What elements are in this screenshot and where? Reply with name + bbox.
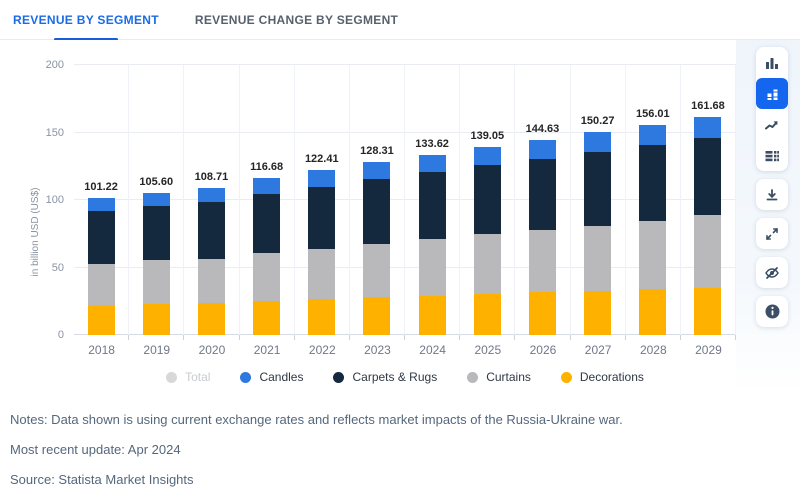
bar-segment-candles[interactable] — [88, 198, 115, 210]
stacked-column-chart-button[interactable] — [756, 78, 788, 109]
bar-segment-decorations[interactable] — [143, 304, 170, 335]
legend-dot — [166, 372, 177, 383]
bar-segment-candles[interactable] — [584, 132, 611, 152]
stacked-bar[interactable] — [308, 170, 335, 335]
stacked-bar[interactable] — [198, 188, 225, 335]
bar-segment-curtains[interactable] — [529, 230, 556, 292]
download-button[interactable] — [756, 179, 788, 210]
bar-segment-candles[interactable] — [363, 162, 390, 179]
chart-type-switcher — [756, 47, 788, 171]
legend-dot — [561, 372, 572, 383]
bar-segment-decorations[interactable] — [88, 306, 115, 335]
update-text: Most recent update: Apr 2024 — [10, 442, 181, 457]
info-tool — [756, 296, 788, 327]
x-tick-label: 2019 — [143, 343, 171, 357]
info-button[interactable] — [756, 296, 788, 327]
bar-segment-curtains[interactable] — [198, 259, 225, 303]
bar-column[interactable] — [129, 65, 184, 335]
download-icon — [764, 187, 780, 203]
stacked-column-chart-icon — [764, 86, 780, 102]
y-tick-label: 200 — [45, 59, 64, 71]
bar-segment-curtains[interactable] — [308, 249, 335, 299]
data-table-button[interactable] — [756, 140, 788, 171]
bar-column[interactable] — [240, 65, 295, 335]
stacked-bar[interactable] — [694, 117, 721, 335]
download-tool — [756, 179, 788, 210]
legend-dot — [467, 372, 478, 383]
total-value-label: 144.63 — [525, 122, 560, 135]
bar-segment-decorations[interactable] — [363, 297, 390, 335]
bar-segment-decorations[interactable] — [308, 299, 335, 335]
x-tick-label: 2024 — [419, 343, 446, 357]
stacked-bar[interactable] — [363, 162, 390, 335]
legend-item[interactable] — [561, 370, 644, 384]
bar-segment-carpets-rugs[interactable] — [143, 206, 170, 260]
bar-segment-candles[interactable] — [529, 140, 556, 159]
bar-segment-decorations[interactable] — [694, 288, 721, 336]
column-chart-icon — [764, 55, 780, 71]
x-tick-label: 2027 — [584, 343, 612, 357]
chart-footer — [0, 412, 800, 488]
y-tick-label: 50 — [51, 261, 64, 274]
bar-segment-curtains[interactable] — [88, 264, 115, 306]
x-tick-label: 2022 — [308, 343, 336, 357]
line-chart-button[interactable] — [756, 109, 788, 140]
legend-item[interactable] — [166, 370, 210, 384]
bar-segment-decorations[interactable] — [639, 289, 666, 335]
bar-segment-candles[interactable] — [143, 193, 170, 207]
bar-segment-candles[interactable] — [308, 170, 335, 187]
legend-label: Candles — [259, 370, 304, 384]
bar-segment-candles[interactable] — [198, 188, 225, 202]
x-axis-labels — [74, 343, 736, 357]
total-value-label: 139.05 — [470, 130, 505, 143]
legend-item[interactable] — [467, 370, 531, 384]
stacked-bar[interactable] — [639, 125, 666, 335]
line-chart-icon — [764, 117, 780, 133]
x-tick-label: 2023 — [364, 343, 391, 357]
y-tick-label: 150 — [45, 126, 64, 139]
tab-revenue-change-by-segment[interactable] — [195, 0, 398, 40]
column-chart-button[interactable] — [756, 47, 788, 78]
plot-columns — [74, 65, 736, 335]
bar-segment-curtains[interactable] — [694, 215, 721, 287]
bar-segment-curtains[interactable] — [363, 244, 390, 297]
y-axis-title: in billion USD (US$) — [30, 187, 41, 277]
legend-item[interactable] — [240, 370, 303, 384]
x-tick-label: 2021 — [253, 343, 281, 357]
stacked-bar[interactable] — [474, 147, 501, 335]
legend-dot — [333, 372, 344, 383]
bar-segment-decorations[interactable] — [529, 292, 556, 335]
tab-label: REVENUE CHANGE BY SEGMENT — [194, 12, 399, 27]
total-value-label: 105.60 — [139, 175, 174, 188]
bar-segment-decorations[interactable] — [419, 296, 446, 335]
legend-label: Total — [185, 370, 211, 384]
legend-dot — [240, 372, 251, 383]
bar-segment-curtains[interactable] — [639, 221, 666, 289]
data-table-icon — [764, 148, 780, 164]
stacked-bar[interactable] — [143, 193, 170, 335]
bar-segment-carpets-rugs[interactable] — [529, 159, 556, 230]
bar-column[interactable] — [626, 65, 681, 335]
fullscreen-tool — [756, 218, 788, 249]
legend-label: Curtains — [486, 370, 531, 384]
total-value-label: 156.01 — [635, 107, 670, 120]
bar-segment-carpets-rugs[interactable] — [253, 194, 280, 253]
tab-revenue-by-segment[interactable] — [13, 0, 159, 40]
bar-segment-candles[interactable] — [419, 155, 446, 172]
total-value-label: 133.62 — [415, 137, 449, 150]
bar-segment-carpets-rugs[interactable] — [694, 138, 721, 215]
bar-segment-carpets-rugs[interactable] — [198, 202, 225, 259]
total-value-label: 108.71 — [194, 171, 229, 184]
bar-segment-decorations[interactable] — [474, 294, 501, 335]
bar-column[interactable] — [460, 65, 515, 335]
bar-segment-candles[interactable] — [694, 117, 721, 138]
bar-segment-candles[interactable] — [253, 178, 280, 194]
chart-area — [0, 40, 800, 398]
bar-segment-curtains[interactable] — [419, 239, 446, 295]
bar-column[interactable] — [405, 65, 460, 335]
bar-segment-carpets-rugs[interactable] — [88, 211, 115, 264]
stacked-bar[interactable] — [253, 178, 280, 335]
hide-values-button[interactable] — [756, 257, 788, 288]
x-tick-label: 2020 — [198, 343, 226, 357]
hide-values-tool — [756, 257, 788, 288]
bar-segment-carpets-rugs[interactable] — [419, 172, 446, 240]
bar-segment-decorations[interactable] — [253, 301, 280, 335]
fullscreen-icon — [764, 226, 780, 242]
source-text: Source: Statista Market Insights — [10, 472, 194, 487]
bar-column[interactable] — [184, 65, 239, 335]
total-value-label: 101.22 — [84, 181, 118, 194]
tab-label: REVENUE BY SEGMENT — [13, 12, 159, 27]
x-tick-label: 2026 — [529, 343, 557, 357]
bar-segment-curtains[interactable] — [143, 260, 170, 304]
eye-off-icon — [764, 265, 780, 281]
bar-segment-curtains[interactable] — [253, 253, 280, 301]
chart-toolbar — [756, 47, 788, 327]
bar-segment-carpets-rugs[interactable] — [639, 145, 666, 221]
bar-column[interactable] — [295, 65, 350, 335]
bar-column[interactable] — [350, 65, 405, 335]
bar-segment-curtains[interactable] — [474, 234, 501, 295]
total-value-label: 116.68 — [250, 160, 284, 173]
fullscreen-button[interactable] — [756, 218, 788, 249]
tab-bar — [0, 0, 800, 40]
bar-segment-decorations[interactable] — [198, 303, 225, 335]
x-tick-label: 2018 — [88, 343, 115, 357]
y-tick-label: 0 — [57, 329, 64, 341]
total-value-label: 128.31 — [360, 144, 394, 157]
stacked-bar[interactable] — [584, 132, 611, 335]
info-icon — [764, 303, 781, 320]
notes-text: Notes: Data shown is using current exchange rates and reflects market impacts of the Russia-Ukraine war. — [10, 412, 623, 427]
legend-label: Decorations — [579, 370, 644, 384]
bar-segment-carpets-rugs[interactable] — [584, 152, 611, 226]
bar-column[interactable] — [571, 65, 626, 335]
x-tick-label: 2028 — [639, 343, 667, 357]
x-tick-label: 2025 — [474, 343, 502, 357]
stacked-bar[interactable] — [419, 155, 446, 335]
x-tick-label: 2029 — [695, 343, 722, 357]
chart-legend — [74, 370, 736, 384]
total-value-label: 122.41 — [304, 152, 339, 165]
legend-item[interactable] — [333, 370, 437, 384]
bar-segment-candles[interactable] — [474, 147, 501, 165]
bar-column[interactable] — [681, 65, 736, 335]
bar-column[interactable] — [515, 65, 570, 335]
bar-segment-carpets-rugs[interactable] — [308, 187, 335, 250]
total-value-label: 150.27 — [580, 115, 615, 128]
stacked-bar[interactable] — [529, 140, 556, 335]
total-value-label: 161.68 — [691, 99, 725, 112]
bar-segment-carpets-rugs[interactable] — [363, 179, 390, 244]
bar-column[interactable] — [74, 65, 129, 335]
stacked-bar[interactable] — [88, 198, 115, 335]
bar-segment-carpets-rugs[interactable] — [474, 165, 501, 233]
legend-label: Carpets & Rugs — [352, 370, 438, 384]
bar-segment-curtains[interactable] — [584, 226, 611, 291]
bar-segment-decorations[interactable] — [584, 291, 611, 335]
y-tick-label: 100 — [45, 194, 64, 206]
bar-segment-candles[interactable] — [639, 125, 666, 146]
